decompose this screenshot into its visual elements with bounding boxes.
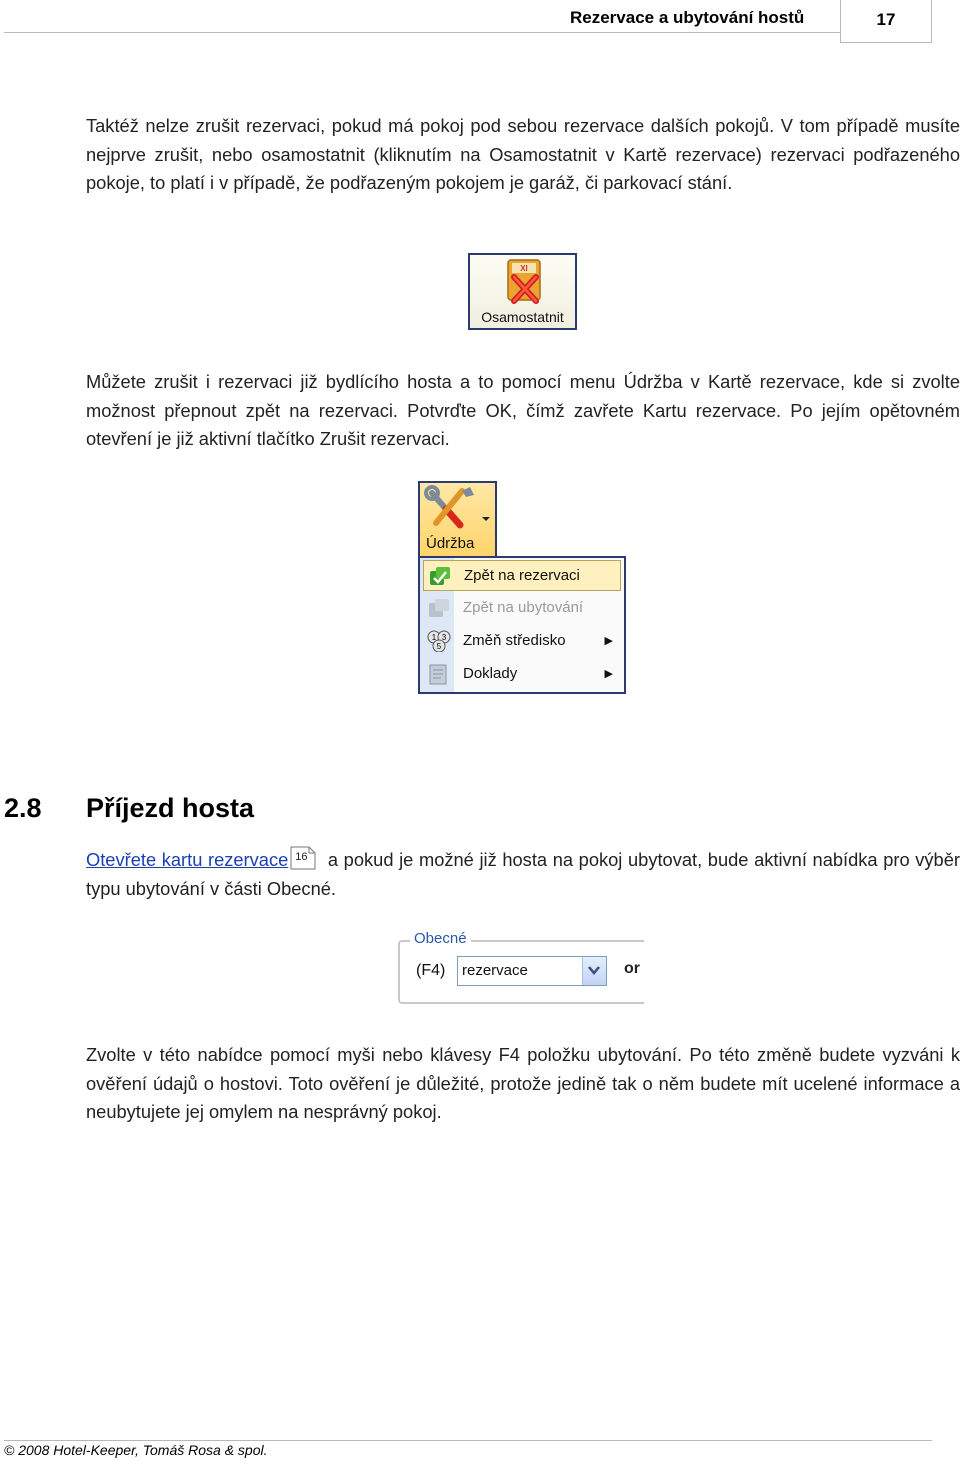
detach-reservation-icon: [470, 255, 575, 311]
page-number: 17: [840, 0, 932, 43]
header-title: Rezervace a ubytování hostů: [570, 8, 805, 27]
page-reference-number: 16: [295, 851, 308, 863]
paragraph-cancel-restriction: Taktéž nelze zrušit rezervaci, pokud má pokoj pod sebou rezervace dalších pokojů. V tom případě musíte nejprve zrušit, nebo osamostatnit (kliknutím na Osamostatnit v Kartě rezervace) rezervaci podřazeného pokoje, to platí i v případě, že podřazeným pokojem je garáž, či parkovací stání.: [86, 115, 960, 194]
menu-item-label: Změň středisko: [463, 632, 566, 649]
svg-text:1: 1: [431, 633, 437, 642]
menu-item-documents[interactable]: [423, 659, 621, 690]
svg-text:3: 3: [441, 633, 447, 642]
osamostatnit-label: Osamostatnit: [481, 309, 564, 325]
back-to-reservation-icon: [428, 565, 452, 587]
menu-item-change-center[interactable]: [423, 626, 621, 657]
open-reservation-card-link[interactable]: Otevřete kartu rezervace: [86, 849, 289, 870]
osamostatnit-button[interactable]: [468, 253, 577, 330]
svg-text:5: 5: [436, 642, 442, 651]
header-divider: [4, 32, 840, 33]
maintenance-tools-icon: [420, 483, 495, 533]
osamostatnit-badge: XI: [520, 264, 528, 273]
section-number: 2.8: [4, 793, 42, 823]
accommodation-type-select[interactable]: [457, 956, 607, 986]
page-reference-icon: [290, 846, 316, 870]
chevron-down-icon: [583, 957, 605, 983]
udrzba-dropdown-menu: [418, 556, 626, 694]
footer-copyright: © 2008 Hotel-Keeper, Tomáš Rosa & spol.: [4, 1442, 268, 1458]
menu-item-label: Zpět na ubytování: [463, 599, 584, 616]
footer-divider: [4, 1440, 932, 1441]
accommodation-type-value: rezervace: [462, 962, 528, 979]
paragraph-arrival-intro: [86, 846, 960, 903]
obecne-legend: Obecné: [410, 930, 471, 947]
numbered-circles-icon: [427, 630, 451, 652]
submenu-arrow-icon: ▶: [604, 635, 613, 647]
menu-item-back-to-accommodation[interactable]: [423, 593, 621, 624]
paragraph-select-accommodation: Zvolte v této nabídce pomocí myši nebo klávesy F4 položku ubytování. Po této změně budete vyzváni k ověření údajů o hostovi. Toto ověření je důležité, protože jedině tak o něm budete mít ucelené informace a neubytujete jej omylem na nesprávný pokoj.: [86, 1044, 960, 1123]
menu-item-label: Doklady: [463, 665, 518, 682]
truncated-label: or: [624, 960, 640, 977]
documents-icon: [427, 663, 451, 685]
section-title: Příjezd hosta: [86, 793, 255, 823]
udrzba-button[interactable]: [418, 481, 497, 558]
udrzba-label: Údržba: [426, 535, 475, 552]
paragraph-cancel-checked-in: Můžete zrušit i rezervaci již bydlícího hosta a to pomocí menu Údržba v Kartě rezervace, kde si zvolte možnost přepnout zpět na rezervaci. Potvrďte OK, čímž zavřete Kartu rezervace. Po jejím opětovném otevření je již aktivní tlačítko Zrušit rezervaci.: [86, 371, 960, 450]
obecne-group: [398, 930, 644, 1004]
menu-item-back-to-reservation[interactable]: [423, 560, 621, 591]
menu-item-label: Zpět na rezervaci: [464, 567, 580, 584]
dropdown-button[interactable]: [582, 957, 606, 985]
back-to-accommodation-icon: [427, 597, 451, 619]
intro-text: a pokud je možné již hosta na pokoj ubytovat, bude aktivní nabídka pro výběr typu ubytování v části Obecné.: [86, 849, 960, 899]
submenu-arrow-icon: ▶: [604, 668, 613, 680]
f4-shortcut-label: (F4): [416, 962, 446, 979]
